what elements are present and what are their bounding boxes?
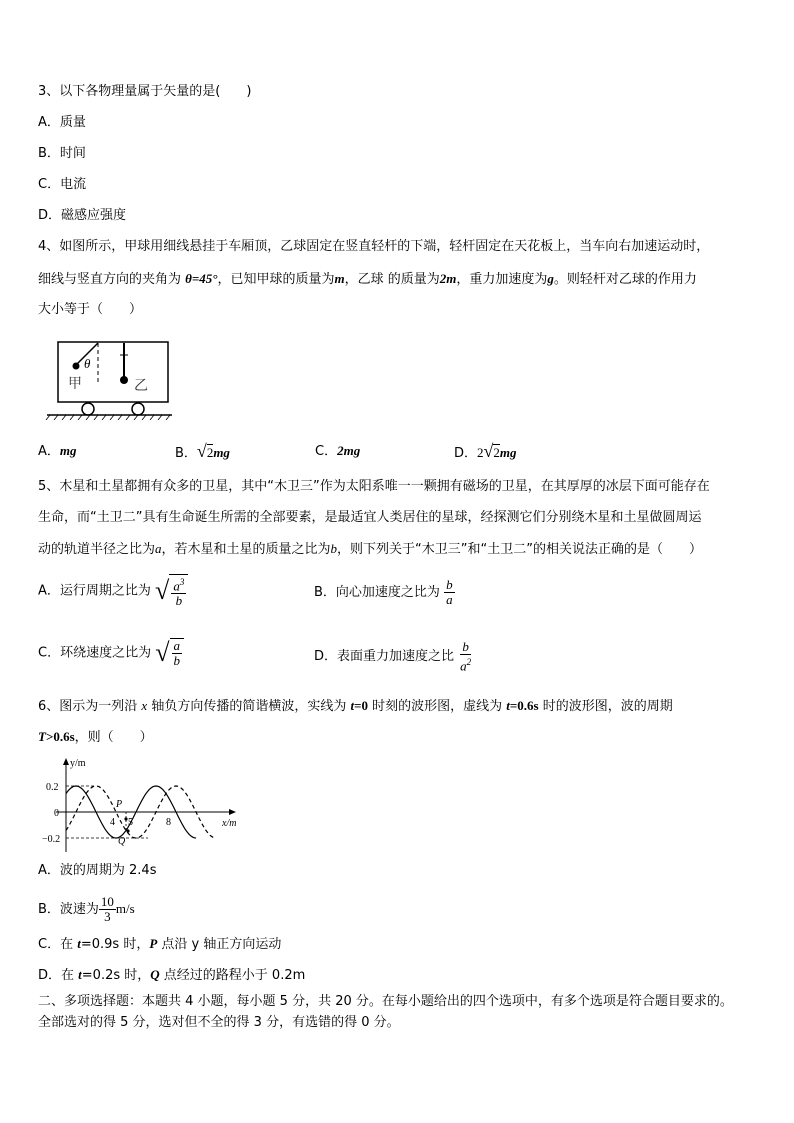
y-tick-pos: 0.2 [46,782,59,793]
q5-option-c: C．环绕速度之比为 √ a b [38,638,184,668]
q3-option-c: C．电流 [38,177,87,192]
q6-wave-graph [38,756,248,856]
q3-option-b: B．时间 [38,146,86,161]
x-axis-arrow [229,809,236,815]
q6-option-b: B．波速为 $\frac{10}{3}$ m/s [38,894,135,924]
x-tick-8: 8 [166,817,171,828]
x-tick-5: 5 [128,817,133,828]
y-tick-neg: −0.2 [42,834,61,845]
wheel-left [82,403,94,415]
jia-label: 甲 [68,376,82,392]
wheel-right [132,403,144,415]
y-axis-label: y/m [70,758,86,769]
q6-line1: 6、图示为一列沿 x 轴负方向传播的简谐横波，实线为 t=0 时刻的波形图，虚线为 t=0.6s 时的波形图，波的周期 [38,698,673,714]
q6-line2: T>0.6s，则（ ） [38,729,153,745]
q5-option-b: B．向心加速度之比为 $\frac{b}{a}$ [314,577,453,607]
theta-label: θ [84,356,91,371]
q3-option-a: A．质量 [38,115,86,130]
q4-option-b: B．√2mg [175,441,230,461]
section2-line1: 二、多项选择题：本题共 4 小题，每小题 5 分，共 20 分。在每小题给出的四个选项中，有多个选项是符合题目要求的。 [38,994,733,1009]
q5-line3: 动的轨道半径之比为a，若木星和土星的质量之比为b，则下列关于“木卫三”和“土卫二”的相关说法正确的是（ ） [38,541,702,557]
q4-option-a: A．mg [38,443,77,459]
q4-line2: 细线与竖直方向的夹角为 θ=45°，已知甲球的质量为m，乙球 的质量为2m，重力加速度为g。则轻杆对乙球的作用力 [38,271,697,287]
label-p: P [116,799,123,810]
q3-stem: 3、以下各物理量属于矢量的是( ) [38,84,252,99]
q5-line2: 生命，而“土卫二”具有生命诞生所需的全部要素，是最适宜人类居住的星球，经探测它们分别绕木星和土星做圆周运 [38,510,702,525]
q4-option-d: D．2√2mg [454,441,517,461]
cart-body [58,342,168,402]
section2-line2: 全部选对的得 5 分，选对但不全的得 3 分，有选错的得 0 分。 [38,1015,400,1030]
x-tick-4: 4 [110,817,115,828]
q4-line1: 4、如图所示，甲球用细线悬挂于车厢顶，乙球固定在竖直轻杆的下端，轻杆固定在天花板上，当车向右加速运动时， [38,239,710,254]
q6-option-a: A．波的周期为 2.4s [38,863,157,878]
q6-option-c: C．在 t=0.9s 时，P 点沿 y 轴正方向运动 [38,936,282,952]
point-q [126,829,129,832]
yi-label: 乙 [134,378,148,394]
q6-option-d: D．在 t=0.2s 时，Q 点经过的路程小于 0.2m [38,967,306,983]
q4-option-c: C．2mg [315,443,361,459]
x-axis-label: x/m [222,818,237,829]
label-q: Q [118,836,126,847]
q5-line1: 5、木星和土星都拥有众多的卫星，其中“木卫三”作为太阳系唯一一颗拥有磁场的卫星，在其厚厚的冰层下面可能存在 [38,479,710,494]
ball-yi [120,376,128,384]
y-tick-zero: 0 [54,808,59,819]
ball-jia [73,363,80,370]
q3-option-d: D．磁感应强度 [38,208,127,223]
q4-cart-figure [42,338,177,420]
q5-option-a: A．运行周期之比为 √ $a^3$ b [38,574,188,608]
q4-line3: 大小等于（ ） [38,302,143,317]
y-axis-arrow [63,758,69,765]
q5-option-d: D．表面重力加速度之比 $\frac{b}{a^2}$ [314,639,472,674]
